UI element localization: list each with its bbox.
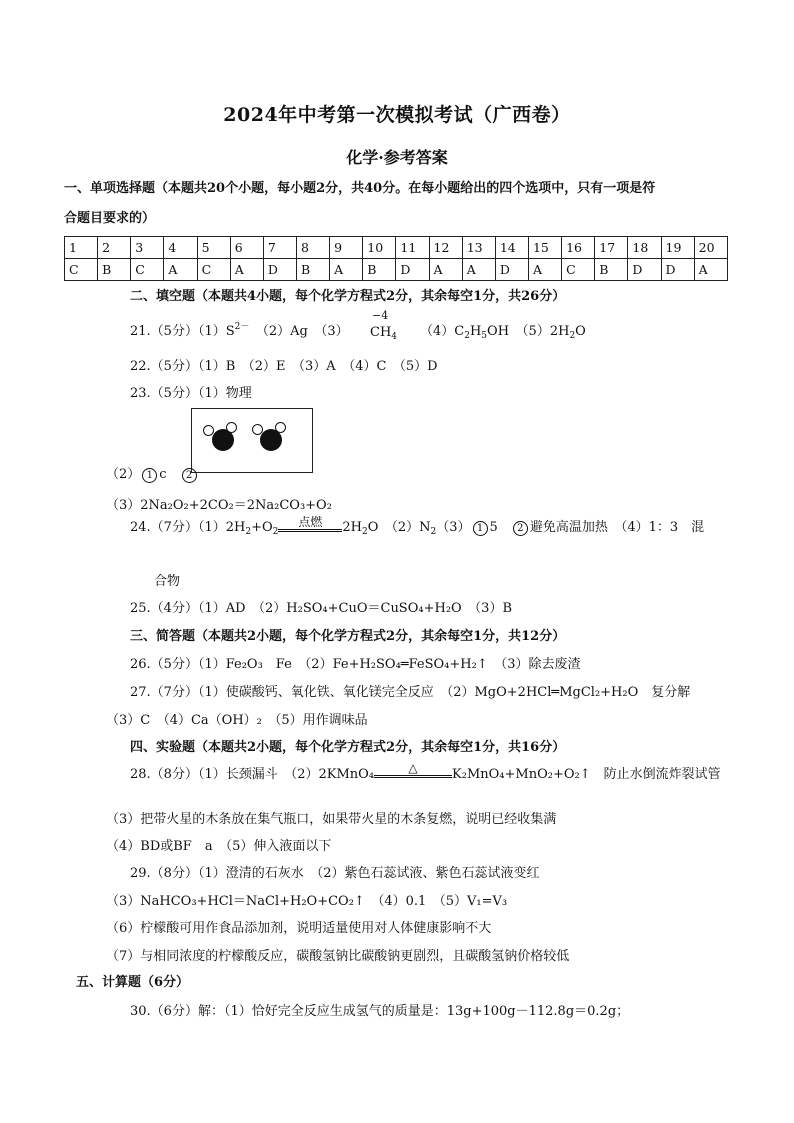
answer-cell: D (628, 259, 661, 281)
q28-line2: （3）把带火星的木条放在集气瓶口，如果带火星的木条复燃，说明已经收集满 (106, 812, 557, 827)
question-number-cell: 13 (462, 237, 495, 259)
section3-heading: 三、简答题（本题共2小题，每个化学方程式2分，其余每空1分，共12分） (130, 629, 566, 644)
answer-cell: C (65, 259, 98, 281)
circled-number: 2 (182, 468, 197, 483)
q23-line3: （3）2Na₂O₂+2CO₂＝2Na₂CO₃+O₂ (106, 498, 332, 513)
q24-d: O （2）N (367, 520, 431, 535)
answer-cell: B (296, 259, 329, 281)
q24-e: （3） (436, 520, 471, 535)
answer-cell: D (661, 259, 694, 281)
q21-prefix: 21.（5分）（1）S (130, 324, 235, 339)
q28-line3: （4）BD或BF a （5）伸入液面以下 (106, 839, 332, 854)
question-number-cell: 19 (661, 237, 694, 259)
answer-cell: B (98, 259, 131, 281)
q21-p4-sub2: 5 (481, 331, 488, 341)
q26-line: 26.（5分）（1）Fe₂O₃ Fe （2）Fe+H₂SO₄═FeSO₄+H₂↑ （3）除去废渣 (130, 657, 581, 672)
answer-cell: C (562, 259, 595, 281)
q24-c-sub: 2 (361, 527, 368, 537)
answer-cell: C (197, 259, 230, 281)
question-number-cell: 10 (363, 237, 396, 259)
answer-cell: A (528, 259, 561, 281)
q27-line2: （3）C （4）Ca（OH）₂ （5）用作调味品 (106, 713, 368, 728)
equation-double-line (278, 529, 342, 532)
q30-line: 30.（6分）解：（1）恰好完全反应生成氢气的质量是：13g+100g－112.8g＝0.2g； (130, 1004, 630, 1019)
hydrogen-atom (275, 422, 286, 433)
heat-symbol: △ (408, 761, 418, 775)
q21-p4-end: OH (487, 324, 510, 339)
question-number-cell: 2 (98, 237, 131, 259)
hydrogen-atom (226, 422, 237, 433)
q21-p5-sub: 2 (569, 331, 576, 341)
question-number-cell: 17 (595, 237, 628, 259)
question-number-cell: 11 (396, 237, 429, 259)
q21-p2: （2）Ag (262, 324, 308, 339)
answer-cell: D (263, 259, 296, 281)
reaction-condition (374, 762, 452, 782)
answer-cell: D (495, 259, 528, 281)
answer-cell: B (595, 259, 628, 281)
q21-p4-rest: H (469, 324, 482, 339)
q24-b: +O (251, 520, 273, 535)
q23-answer-c: c (159, 467, 167, 482)
q21-ch4 (370, 309, 410, 345)
circled-number: 1 (473, 521, 488, 536)
q24-c: 2H (342, 520, 362, 535)
section5-heading: 五、计算题（6分） (76, 975, 190, 990)
q29-line2: （3）NaHCO₃+HCl＝NaCl+H₂O+CO₂↑ （4）0.1 （5）V₁=V₃ (106, 894, 508, 909)
q24-a-sub: 2 (245, 527, 252, 537)
answer-cell: A (429, 259, 462, 281)
answer-cell: A (462, 259, 495, 281)
q28-a: 28.（8分）（1）长颈漏斗 （2）2KMnO₄ (130, 767, 375, 782)
table-row-answers (65, 259, 728, 281)
question-number-cell: 3 (131, 237, 164, 259)
q21-ch4-sub: 4 (391, 332, 398, 342)
hydrogen-atom (203, 425, 214, 436)
question-number-cell: 20 (694, 237, 727, 259)
answer-cell: D (396, 259, 429, 281)
question-number-cell: 9 (330, 237, 363, 259)
section1-heading-line1: 一、单项选择题（本题共20个小题，每小题2分，共40分。在每小题给出的四个选项中，只有一项是符 (64, 181, 656, 196)
reaction-condition (278, 516, 342, 536)
q29-line4: （7）与相同浓度的柠檬酸反应，碳酸氢钠比碳酸钠更剧烈，且碳酸氢钠价格较低 (106, 949, 570, 964)
answer-cell: A (230, 259, 263, 281)
q21-p5-end: O (575, 324, 586, 339)
question-number-cell: 18 (628, 237, 661, 259)
section4-heading: 四、实验题（本题共2小题，每个化学方程式2分，其余每空1分，共16分） (130, 740, 566, 755)
answer-cell: A (694, 259, 727, 281)
q21-p4: （4）C (420, 324, 465, 339)
answer-cell: A (164, 259, 197, 281)
q27-line1: 27.（7分）（1）使碳酸钙、氧化铁、氧化镁完全反应 （2）MgO+2HCl═MgCl₂+H₂O 复分解 (130, 685, 691, 700)
q23-part2-label: （2） (106, 467, 141, 482)
answer-cell: B (363, 259, 396, 281)
section1-heading-line2: 合题目要求的） (64, 211, 156, 226)
answer-cell: A (330, 259, 363, 281)
circled-number: 2 (513, 521, 528, 536)
molecule-diagram-box (191, 408, 313, 473)
question-number-cell: 5 (197, 237, 230, 259)
q21-ch4-valence: −4 (372, 309, 389, 322)
question-number-cell: 7 (263, 237, 296, 259)
q24-f: 5 (489, 520, 511, 535)
question-number-cell: 15 (528, 237, 561, 259)
q21-line (130, 320, 349, 339)
reaction-condition-text: 点燃 (298, 515, 323, 529)
q24-line1 (130, 516, 704, 536)
q24-b-sub: 2 (272, 527, 279, 537)
q21-p3: （3） (320, 324, 349, 339)
question-number-cell: 14 (495, 237, 528, 259)
q28-b: K₂MnO₄+MnO₂+O₂↑ 防止水倒流炸裂试管 (452, 767, 721, 782)
q21-sup: 2－ (234, 322, 250, 332)
q22-line: 22.（5分）（1）B （2）E （3）A （4）C （5）D (130, 359, 438, 374)
q21-p5: （5）2H (522, 324, 570, 339)
equation-double-line (374, 775, 452, 778)
q23-line2 (106, 463, 199, 483)
q23-line1: 23.（5分）（1）物理 (130, 386, 252, 401)
hydrogen-atom (252, 424, 263, 435)
q24-line2: 合物 (154, 574, 181, 589)
q25-line: 25.（4分）（1）AD （2）H₂SO₄+CuO＝CuSO₄+H₂O （3）B (130, 601, 513, 616)
question-number-cell: 16 (562, 237, 595, 259)
table-row-numbers (65, 237, 728, 259)
answer-table (64, 236, 728, 281)
q29-line3: （6）柠檬酸可用作食品添加剂，说明适量使用对人体健康影响不大 (106, 921, 492, 936)
q24-a: 24.（7分）（1）2H (130, 520, 246, 535)
q21-ch4-formula: CH (370, 325, 392, 340)
q21-p4-sub: 2 (464, 331, 470, 341)
answer-cell: C (131, 259, 164, 281)
question-number-cell: 8 (296, 237, 329, 259)
q24-g: 避免高温加热 （4）1：3 混 (529, 520, 705, 535)
q24-d-sub: 2 (430, 527, 437, 537)
circled-number: 1 (142, 468, 157, 483)
q28-line1 (130, 762, 721, 782)
section2-heading: 二、填空题（本题共4小题，每个化学方程式2分，其余每空1分，共26分） (130, 289, 566, 304)
question-number-cell: 1 (65, 237, 98, 259)
question-number-cell: 4 (164, 237, 197, 259)
question-number-cell: 6 (230, 237, 263, 259)
page-subtitle: 化学·参考答案 (346, 148, 448, 167)
q29-line1: 29.（8分）（1）澄清的石灰水 （2）紫色石蕊试液、紫色石蕊试液变红 (130, 866, 540, 881)
q21-rest (420, 320, 586, 339)
page-title: 2024年中考第一次模拟考试（广西卷） (223, 104, 571, 126)
question-number-cell: 12 (429, 237, 462, 259)
